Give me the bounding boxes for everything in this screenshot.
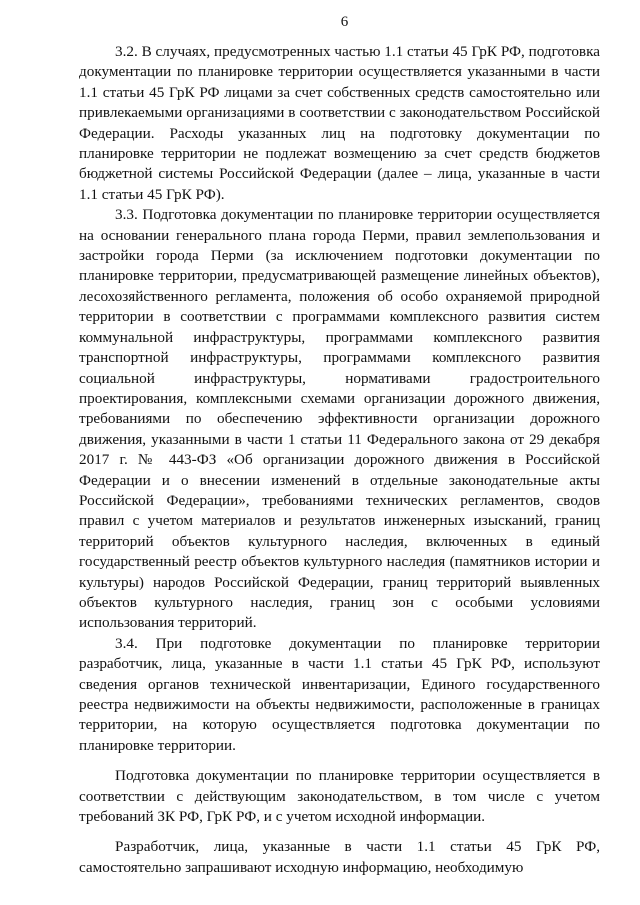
paragraph-3-3: 3.3. Подготовка документации по планировке территории осуществляется на основании генерального плана города Перми, правил землепользования и застройки города Перми (за исключением подготовки документации по планировке территории, предусматривающей размещение линейных объектов), лесохозяйственного регламента, положения об особо охраняемой природной территории в соответствии с программами комплексного развития систем коммунальной инфраструктуры, программами комплексного развития транспортной инфраструктуры, программами комплексного развития социальной инфраструктуры, нормативами градостроительного проектирования, комплексными схемами организации дорожного движения, требованиями по обеспечению эффективности организации дорожного движения, указанными в части 1 статьи 11 Федерального закона от 29 декабря 2017 г. № 443-ФЗ «Об организации дорожного движения в Российской Федерации и о внесении изменений в отдельные законодательные акты Российской Федерации», требованиями технических регламентов, сводов правил с учетом материалов и результатов инженерных изысканий, границ территорий объектов культурного наследия, включенных в единый государственный реестр объектов культурного наследия (памятников истории и культуры) народов Российской Федерации, границ территорий выявленных объектов культурного наследия, границ зон с особыми условиями использования территорий. xyxy=(79,206,600,632)
paragraph-3-2: 3.2. В случаях, предусмотренных частью 1.1 статьи 45 ГрК РФ, подготовка документации по планировке территории осуществляется указанными в части 1.1 статьи 45 ГрК РФ лицами за счет собственных средств самостоятельно или привлекаемыми организациями в соответствии с законодательством Российской Федерации. Расходы указанных лиц на подготовку документации по планировке территории не подлежат возмещению за счет средств бюджетов бюджетной системы Российской Федерации (далее – лица, указанные в части 1.1 статьи 45 ГрК РФ). xyxy=(79,43,600,203)
paragraph-3-4: 3.4. При подготовке документации по планировке территории разработчик, лица, указанные в части 1.1 статьи 45 ГрК РФ, используют сведения органов технической инвентаризации, Единого государственного реестра недвижимости на объекты недвижимости, расположенные в границах территории, на которую осуществляется подготовка документации по планировке территории. xyxy=(79,634,600,754)
paragraph-preparation: Подготовка документации по планировке территории осуществляется в соответствии с действующим законодательством, в том числе с учетом требований ЗК РФ, ГрК РФ, и с учетом исходной информации. xyxy=(79,767,600,826)
paragraph-developer: Разработчик, лица, указанные в части 1.1 статьи 45 ГрК РФ, самостоятельно запрашивают исходную информацию, необходимую xyxy=(79,838,600,876)
page-number: 6 xyxy=(340,14,349,30)
